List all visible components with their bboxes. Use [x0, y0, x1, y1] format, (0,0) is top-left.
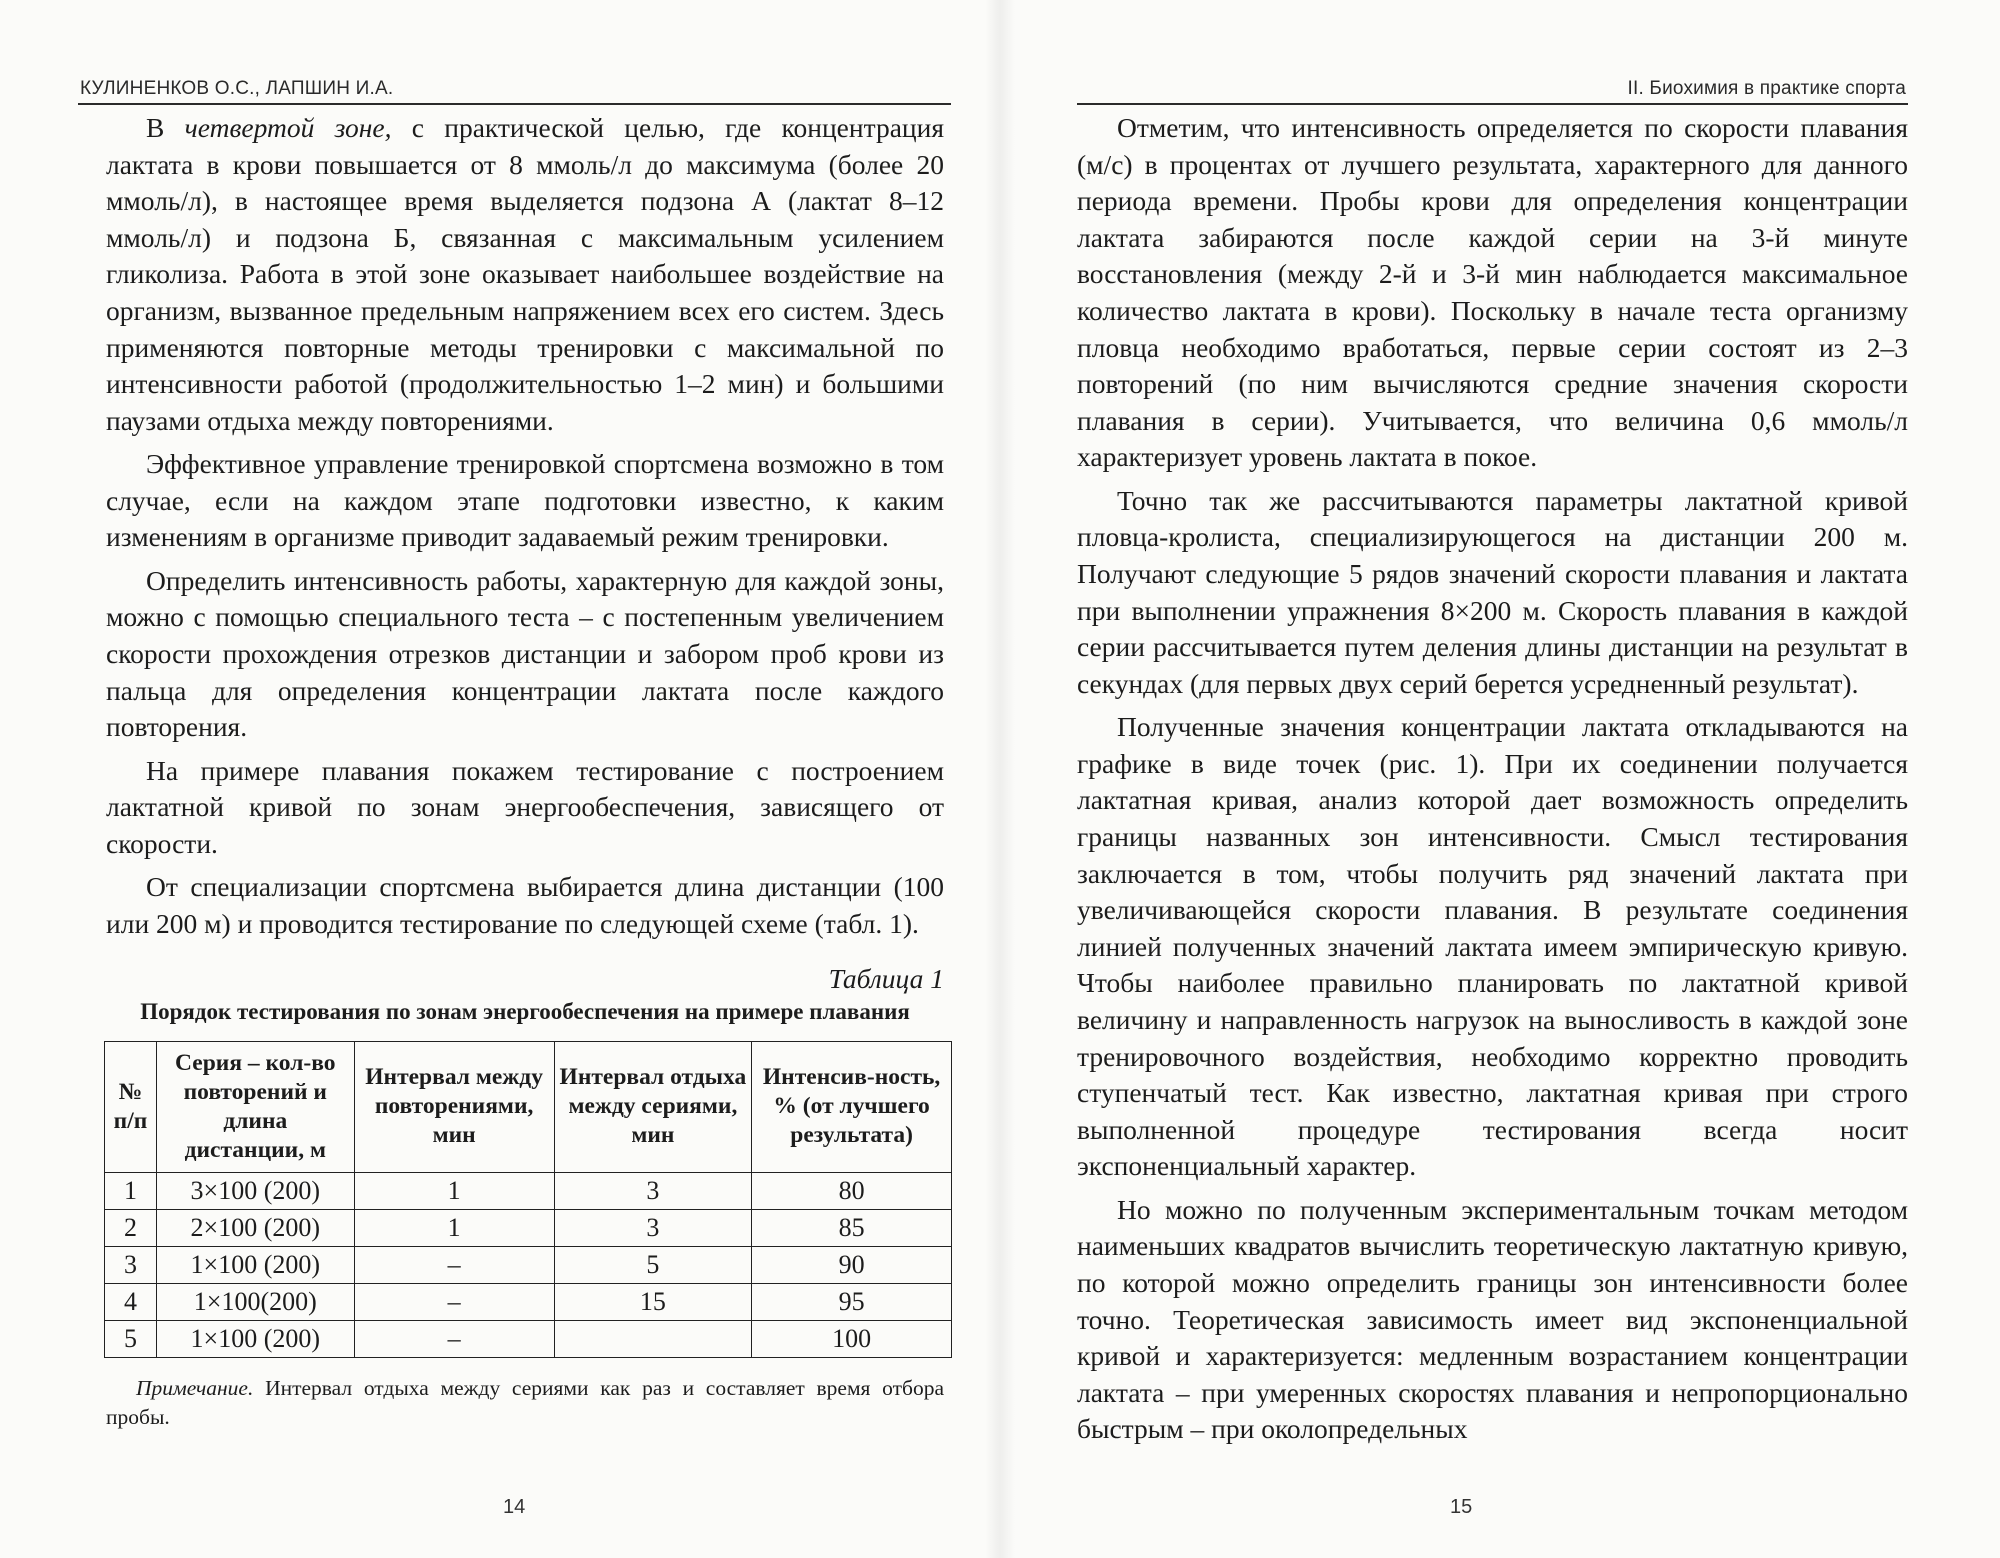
- table-cell: 1×100(200): [156, 1283, 354, 1320]
- table-cell: 3×100 (200): [156, 1172, 354, 1209]
- header-cell: Интервал отдыха между сериями, мин: [554, 1041, 752, 1172]
- table-cell: [554, 1320, 752, 1357]
- table-cell: 2×100 (200): [156, 1209, 354, 1246]
- table-cell: 95: [752, 1283, 952, 1320]
- paragraph: Отметим, что интенсивность определяется по скорости плавания (м/с) в процентах от лучшего результата, характерного для данного периода времени. Пробы крови для определения концентрации лактата забираются после каждой серии на 3-й минуте восстановления (между 2-й и 3-й мин наблюдается максимальное количество лактата в крови). Поскольку в начале теста организму пловца необходимо вработаться, первые серии состоят из 2–3 повторений (по ним вычисляются средние значения скорости плавания в серии). Учитывается, что величина 0,6 ммоль/л характеризует уровень лактата в покое.: [1077, 112, 1908, 473]
- left-header-rule: [78, 103, 951, 105]
- table-cell: 1×100 (200): [156, 1320, 354, 1357]
- table-cell: 85: [752, 1209, 952, 1246]
- table-cell: 3: [554, 1172, 752, 1209]
- paragraph: Полученные значения концентрации лактата откладываются на графике в виде точек (рис. 1). При их соединении получается лактатная кривая, анализ которой дает возможность определить границы названных зон интенсивности. Смысл тестирования заключается в том, чтобы получить ряд значений лактата при увеличивающейся скорости плавания. В результате соединения линией полученных значений лактата имеем эмпирическую кривую. Чтобы наиболее правильно планировать по лактатной кривой величину и направленность нагрузок на выносливость в каждой зоне тренировочного воздействия, необходимо корректно проводить ступенчатый тест. Как известно, лактатная кривая при строго выполненной процедуре тестирования всегда носит экспоненциальный характер.: [1077, 711, 1908, 1182]
- table-cell: 80: [752, 1172, 952, 1209]
- right-body: [1077, 110, 1908, 1448]
- italic-term: четвертой зоне,: [184, 112, 392, 143]
- table-cell: –: [354, 1283, 554, 1320]
- right-header-rule: [1077, 103, 1908, 105]
- table-cell: 1: [354, 1172, 554, 1209]
- table-row: [105, 1320, 952, 1357]
- table-cell: 1: [105, 1172, 157, 1209]
- left-running-head: КУЛИНЕНКОВ О.С., ЛАПШИН И.А.: [80, 78, 394, 99]
- table-title: Порядок тестирования по зонам энергообеспечения на примере плавания: [140, 998, 910, 1024]
- testing-table: [104, 1041, 952, 1358]
- table-row: [105, 1246, 952, 1283]
- paragraph: Определить интенсивность работы, характерную для каждой зоны, можно с помощью специального теста – с постепенным увеличением скорости прохождения отрезков дистанции и забором проб крови из пальца для определения концентрации лактата после каждого повторения.: [106, 564, 944, 743]
- table-row: [105, 1283, 952, 1320]
- table-cell: 4: [105, 1283, 157, 1320]
- header-cell: № п/п: [105, 1041, 157, 1172]
- table-cell: 1: [354, 1209, 554, 1246]
- header-cell: Интенсив-ность, % (от лучшего результата): [752, 1041, 952, 1172]
- right-running-head: II. Биохимия в практике спорта: [1627, 78, 1906, 99]
- table-label: Таблица 1: [828, 962, 944, 994]
- table-row: [105, 1172, 952, 1209]
- table-cell: 2: [105, 1209, 157, 1246]
- paragraph: От специализации спортсмена выбирается длина дистанции (100 или 200 м) и проводится тестирование по следующей схеме (табл. 1).: [106, 871, 944, 939]
- table-row: [105, 1209, 952, 1246]
- note-text: Интервал отдыха между сериями как раз и составляет время отбора пробы.: [106, 1375, 944, 1429]
- right-page-number: 15: [1450, 1496, 1473, 1518]
- paragraph: В четвертой зоне, с практической целью, где концентрация лактата в крови повышается от 8 ммоль/л до максимума (более 20 ммоль/л), в настоящее время выделяется подзона А (лактат 8–12 ммоль/л) и подзона Б, связанная с максимальным усилением гликолиза. Работа в этой зоне оказывает наибольшее воздействие на организм, вызванное предельным напряжением всех его систем. Здесь применяются повторные методы тренировки с максимальной по интенсивности работой (продолжительностью 1–2 мин) и большими паузами отдыха между повторениями.: [106, 112, 944, 436]
- table-note: [106, 1374, 944, 1432]
- table-cell: –: [354, 1320, 554, 1357]
- paragraph: Эффективное управление тренировкой спортсмена возможно в том случае, если на каждом этапе подготовки известно, к каким изменениям в организме приводит задаваемый режим тренировки.: [106, 448, 944, 553]
- right-page: [1000, 0, 2000, 1558]
- paragraph: Точно так же рассчитываются параметры лактатной кривой пловца-кролиста, специализирующегося на дистанции 200 м. Получают следующие 5 рядов значений скорости плавания и лактата при выполнении упражнения 8×200 м. Скорость плавания в каждой серии рассчитывается путем деления длины дистанции на результат в секундах (для первых двух серий берется усредненный результат).: [1077, 484, 1908, 699]
- table-cell: 15: [554, 1283, 752, 1320]
- header-cell: Интервал между повторениями, мин: [354, 1041, 554, 1172]
- note-label: Примечание.: [136, 1375, 254, 1400]
- table-cell: 90: [752, 1246, 952, 1283]
- table-cell: 5: [105, 1320, 157, 1357]
- table-cell: 5: [554, 1246, 752, 1283]
- left-page-number: 14: [503, 1496, 526, 1518]
- table-header-row: [105, 1041, 952, 1172]
- paragraph: На примере плавания покажем тестирование с построением лактатной кривой по зонам энергообеспечения, зависящего от скорости.: [106, 754, 944, 859]
- table-cell: 1×100 (200): [156, 1246, 354, 1283]
- table-cell: 3: [554, 1209, 752, 1246]
- paragraph: Но можно по полученным экспериментальным точкам методом наименьших квадратов вычислить теоретическую лактатную кривую, по которой можно определить границы зон интенсивности более точно. Теоретическая зависимость имеет вид экспоненциальной кривой и характеризуется: медленным возрастанием концентрации лактата – при умеренных скоростях плавания и непропорционально быстрым – при околопредельных: [1077, 1193, 1908, 1445]
- left-body: [106, 110, 944, 1432]
- table-cell: 3: [105, 1246, 157, 1283]
- table-cell: 100: [752, 1320, 952, 1357]
- header-cell: Серия – кол-во повторений и длина дистанции, м: [156, 1041, 354, 1172]
- table-cell: –: [354, 1246, 554, 1283]
